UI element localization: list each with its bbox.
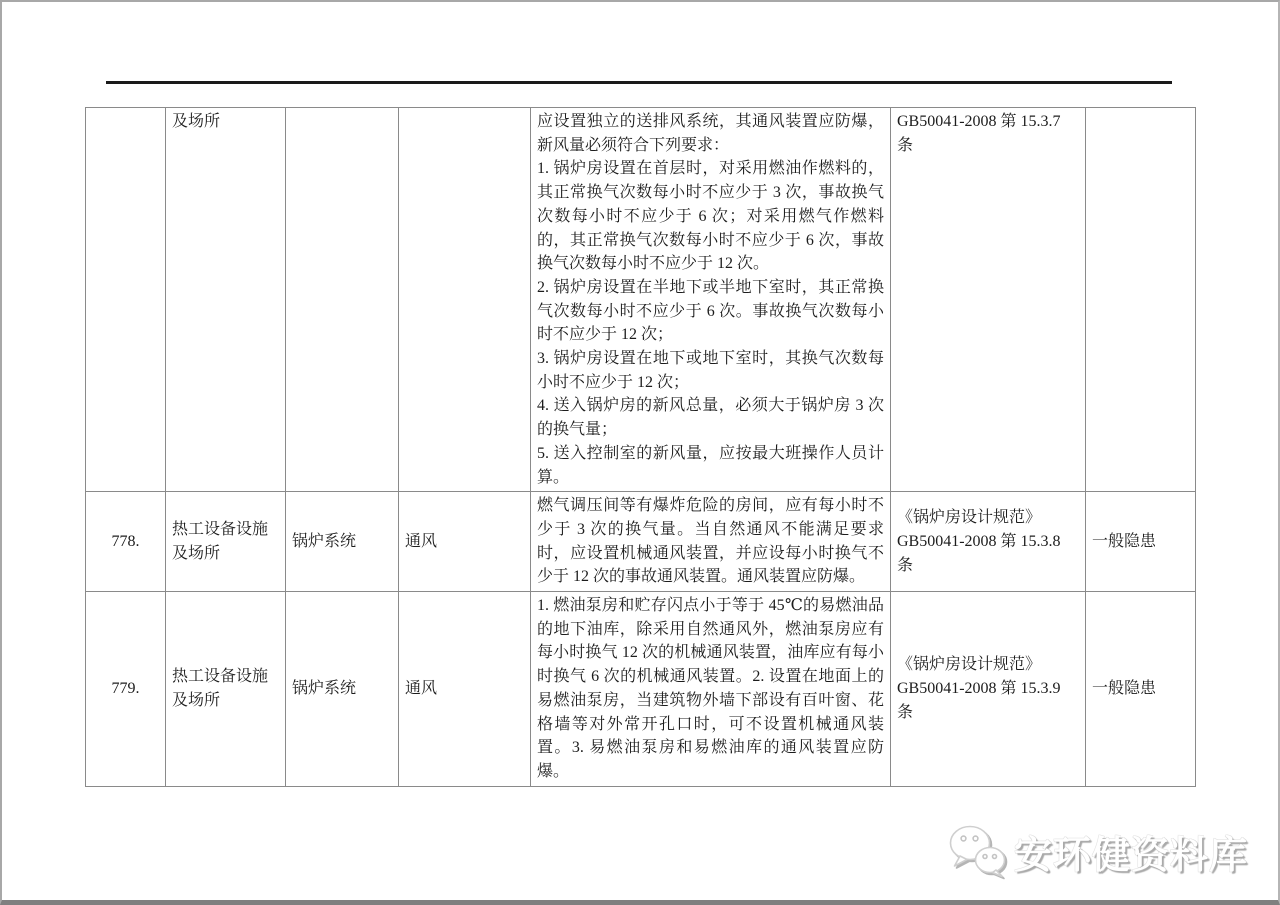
cell-system: 锅炉系统 <box>286 592 399 787</box>
cell-severity <box>1086 108 1196 492</box>
description-paragraph: 应设置独立的送排风系统，其通风装置应防爆，新风量必须符合下列要求： <box>537 113 884 154</box>
description-paragraph: 5. 送入控制室的新风量，应按最大班操作人员计算。 <box>537 444 884 486</box>
cell-reference <box>891 108 1086 492</box>
cell-no: 779. <box>86 592 166 787</box>
cell-reference <box>891 492 1086 592</box>
reference-line: 《锅炉房设计规范》 <box>897 656 1042 674</box>
cell-no <box>86 108 166 492</box>
cell-type: 通风 <box>399 592 531 787</box>
cell-severity: 一般隐患 <box>1086 592 1196 787</box>
description-paragraph: 1. 锅炉房设置在首层时，对采用燃油作燃料的，其正常换气次数每小时不应少于 3 次，事故换气次数每小时不应少于 6 次；对采用燃气作燃料的，其正常换气次数每小时不应少于 6 次，事故换气次数每小时不应少于 12 次。 <box>537 160 884 273</box>
description-paragraph: 燃气调压间等有爆炸危险的房间，应有每小时不少于 3 次的换气量。当自然通风不能满足要求时，应设置机械通风装置，并应设每小时换气不少于 12 次的事故通风装置。通风装置应防爆。 <box>537 497 884 586</box>
cell-system: 锅炉系统 <box>286 492 399 592</box>
cell-system <box>286 108 399 492</box>
reference-line: GB50041-2008 第 15.3.9 条 <box>897 680 1061 721</box>
cell-type: 通风 <box>399 492 531 592</box>
table-row <box>86 592 1196 787</box>
reference-line: GB50041-2008 第 15.3.7 条 <box>897 113 1061 154</box>
cell-reference <box>891 592 1086 787</box>
description-paragraph: 1. 燃油泵房和贮存闪点小于等于 45℃的易燃油品的地下油库，除采用自然通风外，燃油泵房应有每小时换气 12 次的机械通风装置，油库应有每小时换气 6 次的机械通风装置。2. 设置在地面上的易燃油泵房，当建筑物外墙下部设有百叶窗、花格墙等对外常开孔口时，可不设置机械通风装置。3. 易燃油泵房和易燃油库的通风装置应防爆。 <box>537 597 884 780</box>
cell-description <box>531 592 891 787</box>
table-row <box>86 492 1196 592</box>
wechat-icon <box>948 824 1006 878</box>
hazard-table <box>85 107 1196 787</box>
cell-description <box>531 492 891 592</box>
cell-category: 热工设备设施及场所 <box>166 492 286 592</box>
cell-category: 热工设备设施及场所 <box>166 592 286 787</box>
table-row <box>86 108 1196 492</box>
cell-no: 778. <box>86 492 166 592</box>
cell-severity: 一般隐患 <box>1086 492 1196 592</box>
header-rule <box>106 81 1172 84</box>
watermark <box>948 820 1248 882</box>
description-paragraph: 4. 送入锅炉房的新风总量，必须大于锅炉房 3 次的换气量； <box>537 397 884 439</box>
reference-line: 《锅炉房设计规范》 <box>897 509 1042 527</box>
hazard-table-body <box>86 108 1196 787</box>
reference-line: GB50041-2008 第 15.3.8 条 <box>897 532 1061 574</box>
watermark-text: 安环健资料库 <box>1013 834 1248 877</box>
cell-category: 及场所 <box>166 108 286 492</box>
description-paragraph: 3. 锅炉房设置在地下或地下室时，其换气次数每小时不应少于 12 次； <box>537 350 884 391</box>
cell-type <box>399 108 531 492</box>
cell-description <box>531 108 891 492</box>
description-paragraph: 2. 锅炉房设置在半地下或半地下室时，其正常换气次数每小时不应少于 6 次。事故换气次数每小时不应少于 12 次； <box>537 278 884 344</box>
